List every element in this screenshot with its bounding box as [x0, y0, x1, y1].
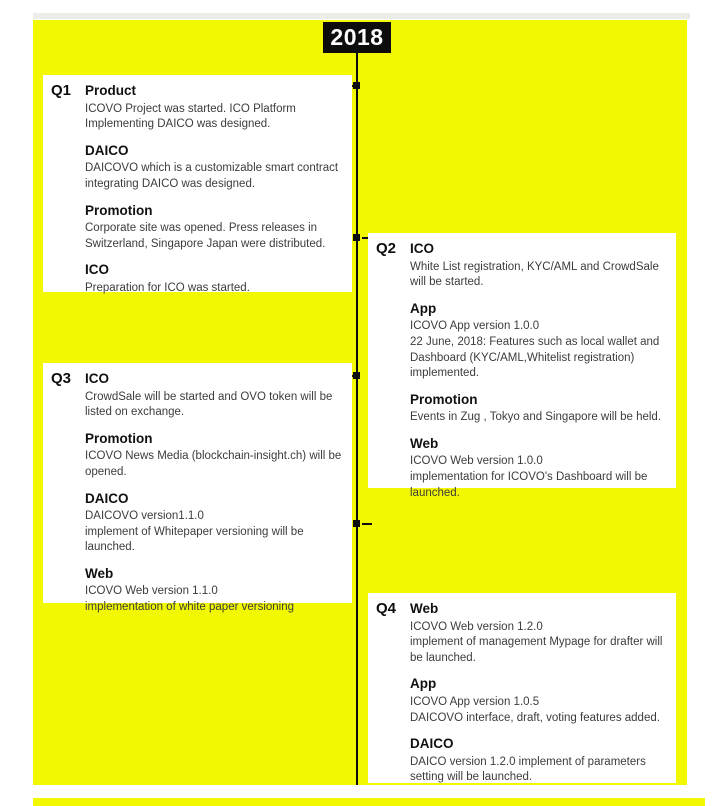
quarter-label-q4: Q4	[376, 600, 397, 617]
section-text: DAICOVO which is a customizable smart contract integrating DAICO was designed.	[85, 162, 339, 190]
section-text: implementation of white paper versioning	[85, 601, 295, 614]
section-app	[410, 301, 666, 382]
section-heading: ICO	[85, 262, 110, 278]
section-promotion	[85, 431, 342, 481]
quarter-label-q2: Q2	[376, 240, 397, 257]
section-text: CrowdSale will be started and OVO token will be listed on exchange.	[85, 390, 333, 419]
section-text: White List registration, KYC/AML and CrowdSale will be started.	[410, 260, 659, 289]
section-ico	[410, 241, 666, 291]
section-heading: DAICO	[85, 142, 129, 158]
section-heading: Web	[85, 565, 114, 581]
section-text: Preparation for ICO was started.	[85, 281, 250, 294]
section-text: ICOVO Project was started. ICO Platform Implementing DAICO was designed.	[85, 102, 296, 131]
section-text: Corporate site was opened. Press releases in Switzerland, Singapore Japan were distributed.	[85, 222, 326, 250]
section-text: ICOVO App version 1.0.5	[410, 695, 540, 708]
section-heading: Product	[85, 83, 137, 98]
section-daico	[410, 736, 666, 786]
quarter-card-q4	[368, 593, 676, 783]
section-text: ICOVO Web version 1.0.0	[410, 455, 543, 468]
timeline-axis	[356, 53, 358, 785]
quarter-label-q3: Q3	[51, 370, 72, 387]
section-text: ICOVO Web version 1.1.0	[85, 585, 218, 598]
quarter-card-q1	[43, 75, 352, 292]
next-section-edge	[33, 798, 705, 806]
year-label: 2018	[330, 24, 384, 50]
timeline-tick-q2	[353, 234, 360, 241]
section-web	[85, 566, 342, 616]
section-heading: DAICO	[410, 736, 454, 752]
section-heading: Web	[410, 435, 439, 451]
quarter-card-q2	[368, 233, 676, 499]
section-heading: ICO	[410, 241, 435, 256]
section-ico	[85, 371, 342, 421]
timeline-tick-q4	[353, 520, 360, 527]
section-promotion	[410, 392, 666, 426]
top-divider	[33, 13, 690, 19]
quarter-card-q3	[43, 363, 352, 614]
section-text: implementation for ICOVO's Dashboard will be launched.	[410, 471, 648, 499]
section-daico	[85, 491, 342, 556]
section-daico	[85, 143, 342, 193]
quarter-content-q3	[85, 371, 342, 616]
section-heading: Web	[410, 601, 439, 616]
section-ico	[85, 262, 342, 296]
quarter-content-q2	[410, 241, 666, 501]
quarter-label-q1: Q1	[51, 82, 72, 99]
section-text: ICOVO App version 1.0.0	[410, 320, 540, 333]
section-text: DAICOVO interface, draft, voting features added.	[410, 711, 660, 724]
section-text: 22 June, 2018: Features such as local wallet and Dashboard (KYC/AML,Whitelist registration) implemented.	[410, 335, 660, 380]
section-heading: Promotion	[85, 202, 153, 218]
section-text: Events in Zug , Tokyo and Singapore will be held.	[410, 411, 662, 424]
section-heading: Promotion	[410, 391, 478, 407]
section-promotion	[85, 203, 342, 253]
section-web	[410, 436, 666, 501]
section-heading: App	[410, 676, 437, 692]
timeline-tick-q1	[353, 82, 360, 89]
section-text: DAICOVO version1.1.0	[85, 510, 204, 523]
section-heading: App	[410, 300, 437, 316]
timeline-tick-q4-stub	[362, 523, 372, 525]
quarter-content-q1	[85, 83, 342, 296]
section-text: implement of Whitepaper versioning will be launched.	[85, 525, 304, 554]
section-text: DAICO version 1.2.0 implement of parameters setting will be launched.	[410, 755, 646, 784]
quarter-content-q4	[410, 601, 666, 786]
section-text: ICOVO Web version 1.2.0	[410, 620, 543, 633]
section-app	[410, 676, 666, 726]
section-product	[85, 83, 342, 133]
section-web	[410, 601, 666, 666]
section-text: ICOVO News Media (blockchain-insight.ch) will be opened.	[85, 450, 342, 478]
section-heading: ICO	[85, 371, 110, 386]
section-text: implement of management Mypage for drafter will be launched.	[410, 636, 663, 664]
timeline-tick-q3	[353, 372, 360, 379]
section-heading: DAICO	[85, 490, 129, 506]
section-heading: Promotion	[85, 430, 153, 446]
year-badge	[323, 22, 391, 53]
